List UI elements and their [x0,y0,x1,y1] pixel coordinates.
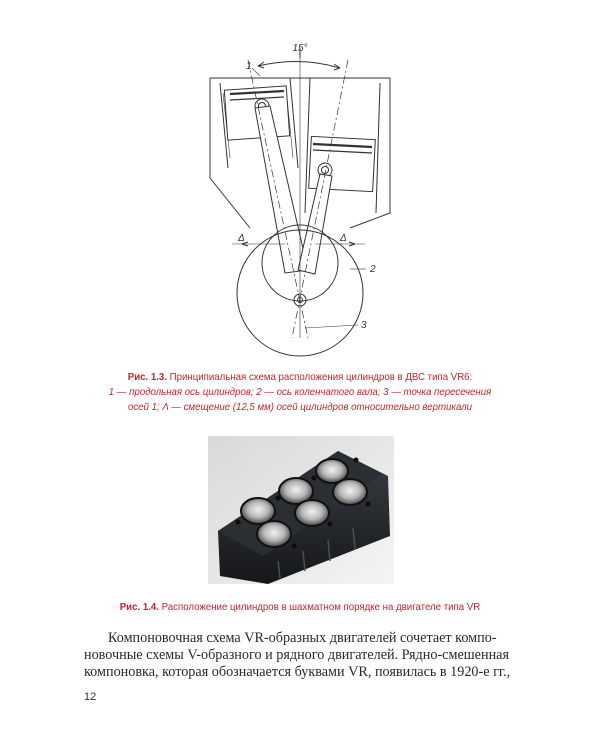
angle-label: 15° [292,43,308,54]
delta-label-right: Δ [340,233,347,244]
body-line-1: Компоновочная схема VR-образных двигателей сочетает компо- [108,630,497,646]
caption-legend-line-2: осей 1; Λ — смещение (12,5 мм) осей цилиндров относительно вертикали [127,401,473,413]
body-line-2: новочные схемы V-образного и рядного двигателей. Рядно-смешенная [84,647,509,663]
caption-legend-line-1: 1 — продольная ось цилиндров; 2 — ось коленчатого вала; 3 — точка пересечения [108,386,492,398]
body-line-3: компоновка, которая обозначается буквами VR, появилась в 1920-е гг., [84,664,511,680]
axis-label-2: 2 [370,264,376,275]
caption-label: Рис. 1.3. [127,371,167,383]
axis-label-1: 1 [246,61,252,72]
delta-label-left: Δ [238,233,245,244]
caption-label: Рис. 1.4. [119,601,159,613]
caption-text: Расположение цилиндров в шахматном порядке на двигателе типа VR [158,601,481,613]
figure-1-3-caption [88,370,511,415]
body-paragraph [84,630,518,681]
axis-label-3: 3 [361,320,367,331]
vr6-cylinder-schematic [150,38,450,373]
page-number: 12 [84,691,97,703]
caption-title: Принципиальная схема расположения цилиндров в ДВС типа VR6: [166,371,473,383]
figure-1-4-caption [98,601,503,613]
engine-block-photo [208,436,394,584]
